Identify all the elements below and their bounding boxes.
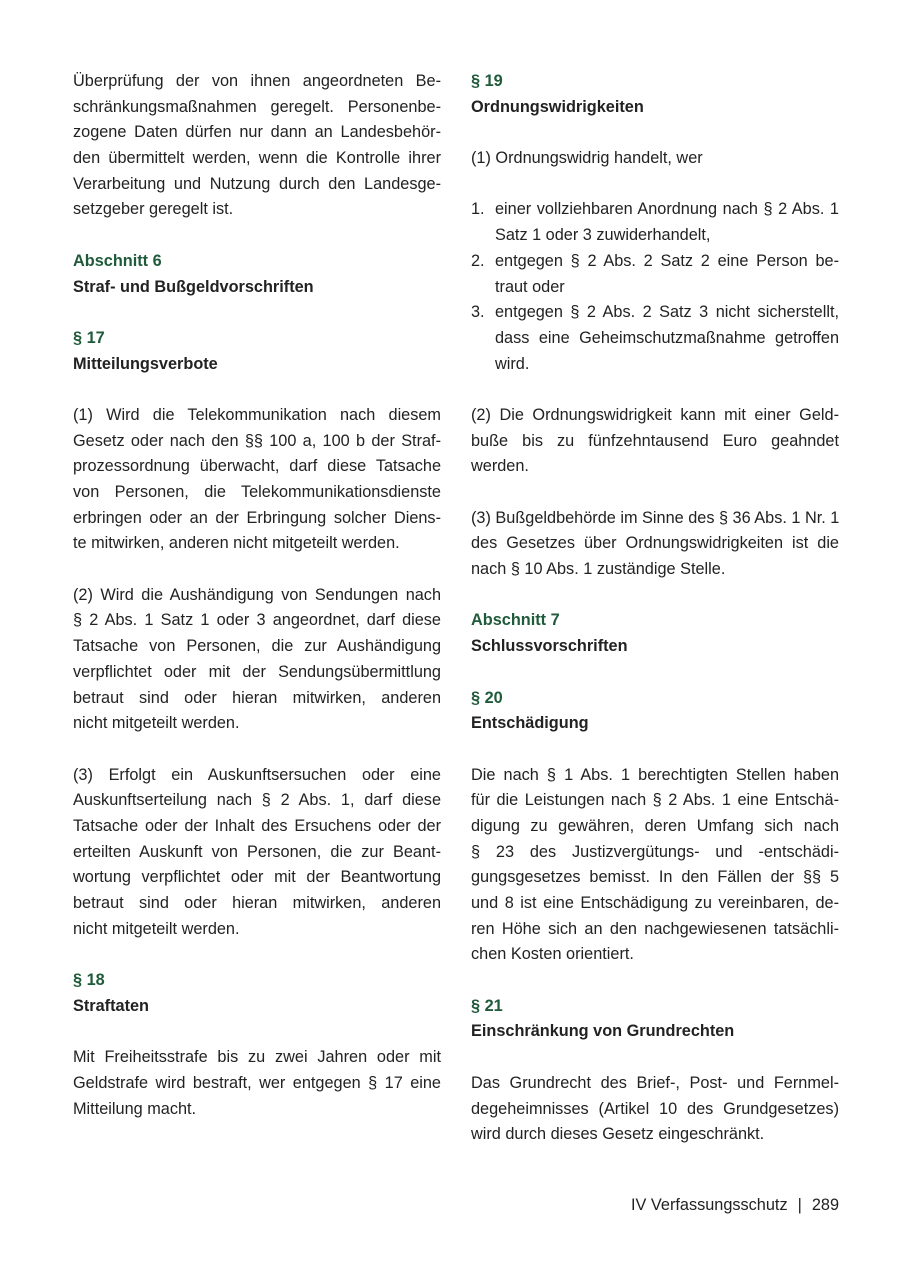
list-item <box>471 249 839 300</box>
text-line: setzgeber geregelt ist. <box>73 200 234 219</box>
text-line: schränkungsmaßnahmen geregelt. Personenbe- <box>73 97 441 116</box>
left-column <box>73 69 441 1122</box>
text-line: betraut sind oder hieran mitwirken, anderen <box>73 688 441 707</box>
text-line: verpflichtet oder mit der Sendungsübermittlung <box>73 662 441 681</box>
list-item <box>471 300 839 377</box>
text-line: Mitteilung macht. <box>73 1099 197 1118</box>
list-number: 1. <box>471 200 485 219</box>
text-line: wortung verpflichtet oder mit der Beantwortung <box>73 868 441 887</box>
spacer <box>471 480 839 506</box>
text-line: (3) Bußgeldbehörde im Sinne des § 36 Abs. 1 Nr. 1 <box>471 508 840 527</box>
spacer <box>471 1045 839 1071</box>
text-line: von Personen, die Telekommunikationsdienste <box>73 483 441 501</box>
paragraph <box>73 69 441 223</box>
text-line: (1) Ordnungswidrig handelt, wer <box>471 149 703 168</box>
text-line: buße bis zu fünfzehntausend Euro geahndet <box>471 431 839 450</box>
text-line: gungsgesetzes bemisst. In den Fällen der §§ 5 <box>471 868 839 887</box>
spacer <box>73 942 441 968</box>
spacer <box>73 557 441 583</box>
section-number: Abschnitt 7 <box>471 611 560 630</box>
text-line: dass eine Geheimschutzmaßnahme getroffen <box>495 328 839 347</box>
text-line: ren Höhe sich an den nachgewiesenen tatsächli- <box>471 919 839 938</box>
text-line: für die Leistungen nach § 2 Abs. 1 eine Entschä- <box>471 791 839 810</box>
right-column <box>471 69 839 1148</box>
section-number: § 19 <box>471 72 503 90</box>
section-number: § 17 <box>73 328 105 347</box>
text-line: Gesetz oder nach den §§ 100 a, 100 b der Straf- <box>73 431 441 450</box>
section-title: Entschädigung <box>471 714 589 733</box>
text-line: (1) Wird die Telekommunikation nach diesem <box>73 405 441 424</box>
text-line: (2) Wird die Aushändigung von Sendungen nach <box>73 585 441 604</box>
text-line: entgegen § 2 Abs. 2 Satz 2 eine Person be- <box>495 251 839 270</box>
text-line: (3) Erfolgt ein Auskunftsersuchen oder eine <box>73 765 441 784</box>
text-line: Das Grundrecht des Brief-, Post- und Fernmel- <box>471 1073 839 1092</box>
list-item <box>471 197 839 248</box>
text-line: nach § 10 Abs. 1 zuständige Stelle. <box>471 560 726 579</box>
text-line: erteilten Auskunft von Personen, die zur Beant- <box>73 842 441 861</box>
text-line: zogene Daten dürfen nur dann an Landesbehör- <box>73 123 441 142</box>
spacer <box>73 300 441 326</box>
spacer <box>73 1019 441 1045</box>
text-line: werden. <box>471 457 529 476</box>
spacer <box>73 377 441 403</box>
text-line: nicht mitgeteilt werden. <box>73 919 240 938</box>
text-line: prozessordnung überwacht, darf diese Tatsache <box>73 457 441 476</box>
text-line: Die nach § 1 Abs. 1 berechtigten Stellen haben <box>471 765 839 784</box>
section-title: Ordnungswidrigkeiten <box>471 97 644 116</box>
section-title: Straf- und Bußgeldvorschriften <box>73 277 314 296</box>
text-line: den übermittelt werden, wenn die Kontrolle ihrer <box>73 149 441 168</box>
spacer <box>73 223 441 249</box>
spacer <box>471 377 839 403</box>
section-title: Einschränkung von Grundrechten <box>471 1022 735 1041</box>
text-line: wird. <box>495 354 530 373</box>
running-head: IV Verfassungsschutz <box>631 1196 788 1214</box>
list-number: 2. <box>471 251 485 270</box>
spacer <box>471 968 839 994</box>
text-line: degeheimnisses (Artikel 10 des Grundgesetzes) <box>471 1099 839 1118</box>
page-number: 289 <box>811 1196 839 1214</box>
section-number: Abschnitt 6 <box>73 251 162 270</box>
text-line: § 23 des Justizvergütungs- und -entschädi- <box>471 842 839 861</box>
spacer <box>73 737 441 763</box>
text-line: Verarbeitung und Nutzung durch den Landesge- <box>73 174 441 193</box>
section-title: Schlussvorschriften <box>471 637 628 656</box>
text-line: entgegen § 2 Abs. 2 Satz 3 nicht sicherstellt, <box>495 303 839 322</box>
section-title: Straftaten <box>73 996 149 1015</box>
text-line: Auskunftserteilung nach § 2 Abs. 1, darf diese <box>73 791 441 810</box>
spacer <box>471 172 839 198</box>
paragraph <box>471 1071 839 1148</box>
paragraph <box>73 583 441 737</box>
spacer <box>471 737 839 763</box>
text-line: Geldstrafe wird bestraft, wer entgegen § 17 eine <box>73 1073 441 1092</box>
paragraph <box>73 403 441 557</box>
spacer <box>471 120 839 146</box>
section-number: § 21 <box>471 996 503 1015</box>
text-line: erbringen oder an der Erbringung solcher Diens- <box>73 508 441 527</box>
paragraph <box>73 763 441 943</box>
text-line: traut oder <box>495 277 565 296</box>
text-line: § 2 Abs. 1 Satz 1 oder 3 angeordnet, darf diese <box>73 611 441 630</box>
text-line: te mitwirken, anderen nicht mitgeteilt werden. <box>73 534 400 553</box>
numbered-list <box>471 197 839 377</box>
text-line: Überprüfung der von ihnen angeordneten Be- <box>73 72 441 90</box>
text-line: digung zu gewähren, deren Umfang sich nach <box>471 816 839 835</box>
text-line: wird durch dieses Gesetz eingeschränkt. <box>471 1125 765 1144</box>
section-number: § 20 <box>471 688 503 707</box>
paragraph <box>73 1045 441 1122</box>
spacer <box>471 660 839 686</box>
text-line: (2) Die Ordnungswidrigkeit kann mit einer Geld- <box>471 405 839 424</box>
paragraph <box>471 763 839 969</box>
text-line: betraut sind oder hieran mitwirken, anderen <box>73 894 441 912</box>
section-title: Mitteilungsverbote <box>73 354 218 373</box>
text-line: Tatsache oder der Inhalt des Ersuchens oder der <box>73 816 441 835</box>
section-number: § 18 <box>73 971 105 990</box>
spacer <box>471 583 839 609</box>
text-line: chen Kosten orientiert. <box>471 945 634 964</box>
text-line: und 8 ist eine Entschädigung zu vereinbaren, de- <box>471 894 839 912</box>
list-number: 3. <box>471 303 485 322</box>
paragraph <box>471 146 839 172</box>
text-line: des Gesetzes über Ordnungswidrigkeiten ist die <box>471 534 839 553</box>
page-footer <box>631 1193 839 1218</box>
text-line: einer vollziehbaren Anordnung nach § 2 Abs. 1 <box>495 200 839 219</box>
text-line: Tatsache von Personen, die zur Aushändigung <box>73 637 441 656</box>
text-line: Satz 1 oder 3 zuwiderhandelt, <box>495 226 711 245</box>
paragraph <box>471 403 839 480</box>
paragraph <box>471 506 839 583</box>
footer-separator: | <box>797 1196 802 1214</box>
text-line: nicht mitgeteilt werden. <box>73 714 240 733</box>
text-line: Mit Freiheitsstrafe bis zu zwei Jahren oder mit <box>73 1048 441 1067</box>
